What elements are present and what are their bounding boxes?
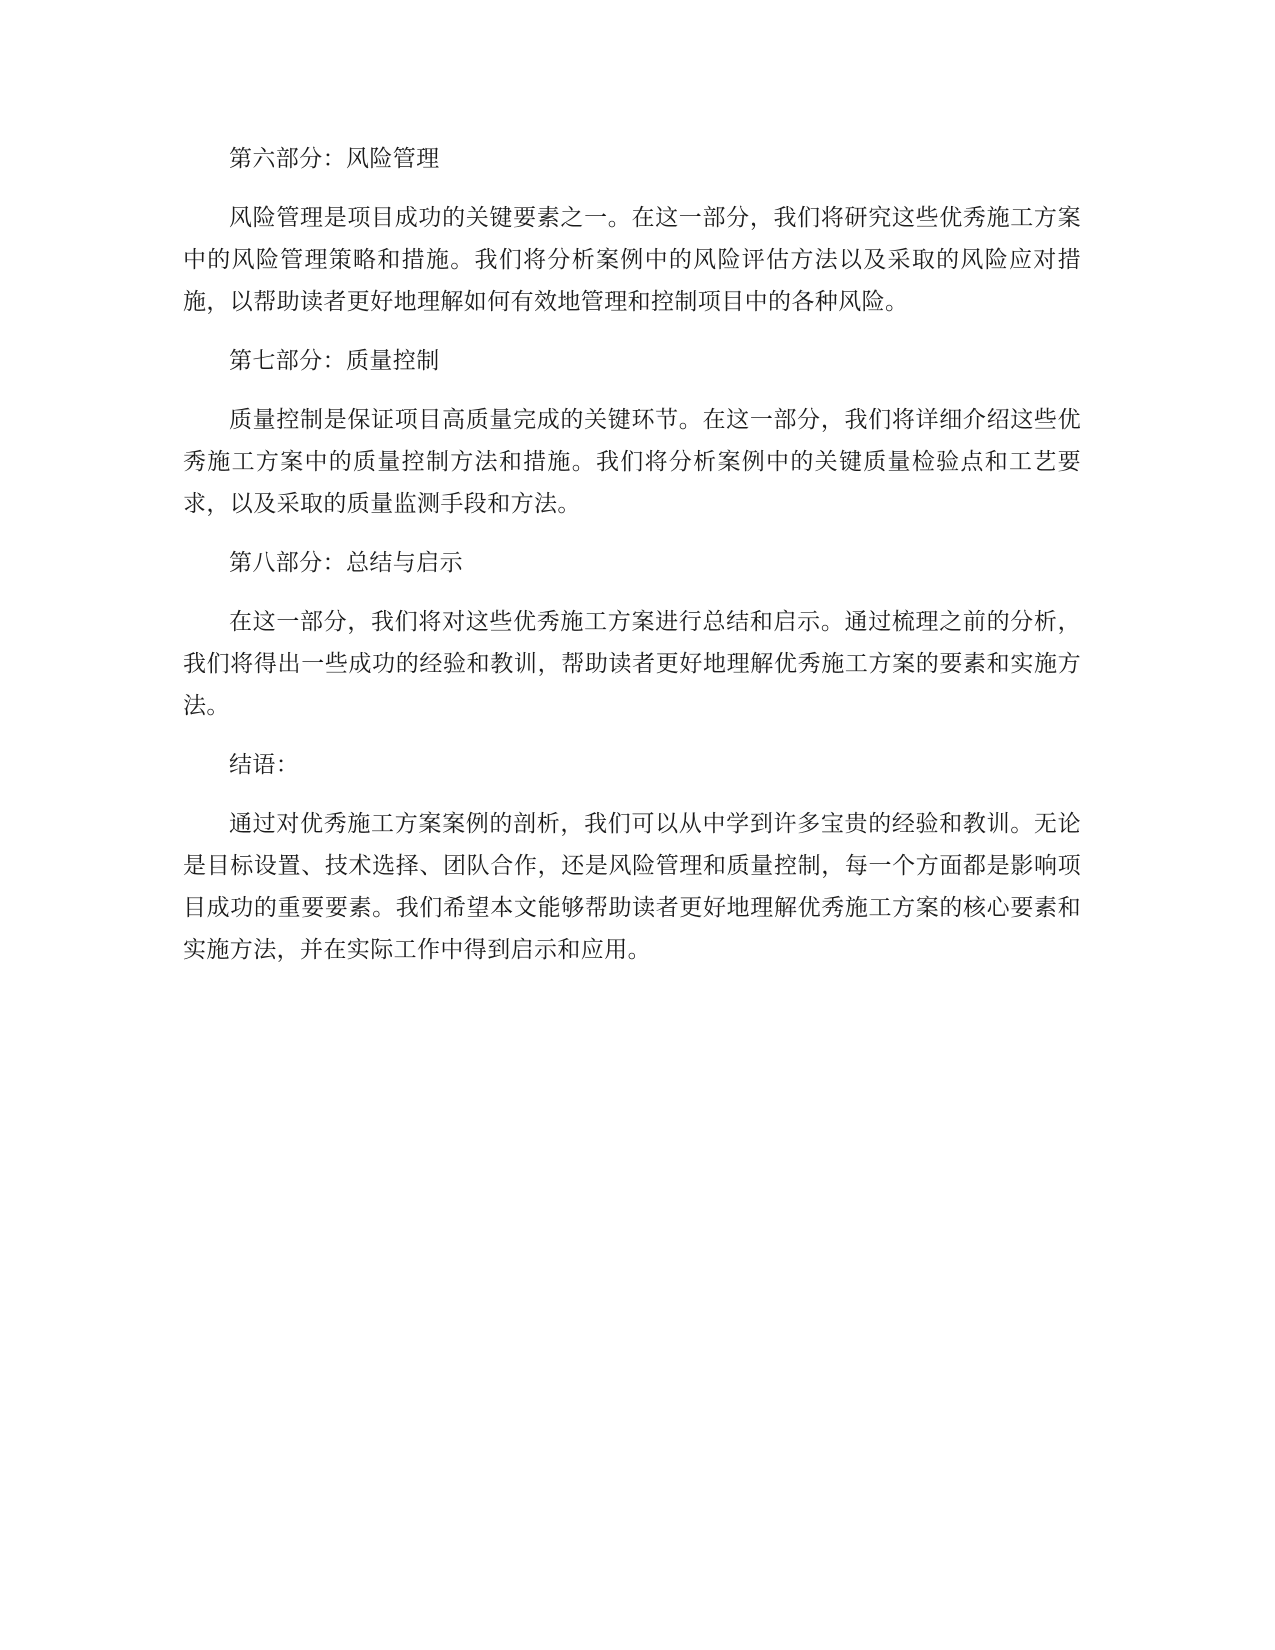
section-paragraph-quality-control: 质量控制是保证项目高质量完成的关键环节。在这一部分，我们将详细介绍这些优秀施工方案中的质量控制方法和措施。我们将分析案例中的关键质量检验点和工艺要求，以及采取的质量监测手段和方法。 [183,407,1081,517]
section-paragraph-risk-management: 风险管理是项目成功的关键要素之一。在这一部分，我们将研究这些优秀施工方案中的风险管理策略和措施。我们将分析案例中的风险评估方法以及采取的风险应对措施，以帮助读者更好地理解如何有效地管理和控制项目中的各种风险。 [183,205,1081,315]
section-heading-conclusion: 结语： [229,752,300,778]
section-heading-quality-control: 第七部分：质量控制 [229,348,440,374]
document-body [183,138,1081,988]
section-paragraph-summary: 在这一部分，我们将对这些优秀施工方案进行总结和启示。通过梳理之前的分析，我们将得出一些成功的经验和教训，帮助读者更好地理解优秀施工方案的要素和实施方法。 [183,609,1081,719]
section-heading-summary: 第八部分：总结与启示 [229,550,463,576]
section-heading-risk-management: 第六部分：风险管理 [229,146,440,172]
section-paragraph-conclusion: 通过对优秀施工方案案例的剖析，我们可以从中学到许多宝贵的经验和教训。无论是目标设置、技术选择、团队合作，还是风险管理和质量控制，每一个方面都是影响项目成功的重要要素。我们希望本文能够帮助读者更好地理解优秀施工方案的核心要素和实施方法，并在实际工作中得到启示和应用。 [183,811,1081,963]
